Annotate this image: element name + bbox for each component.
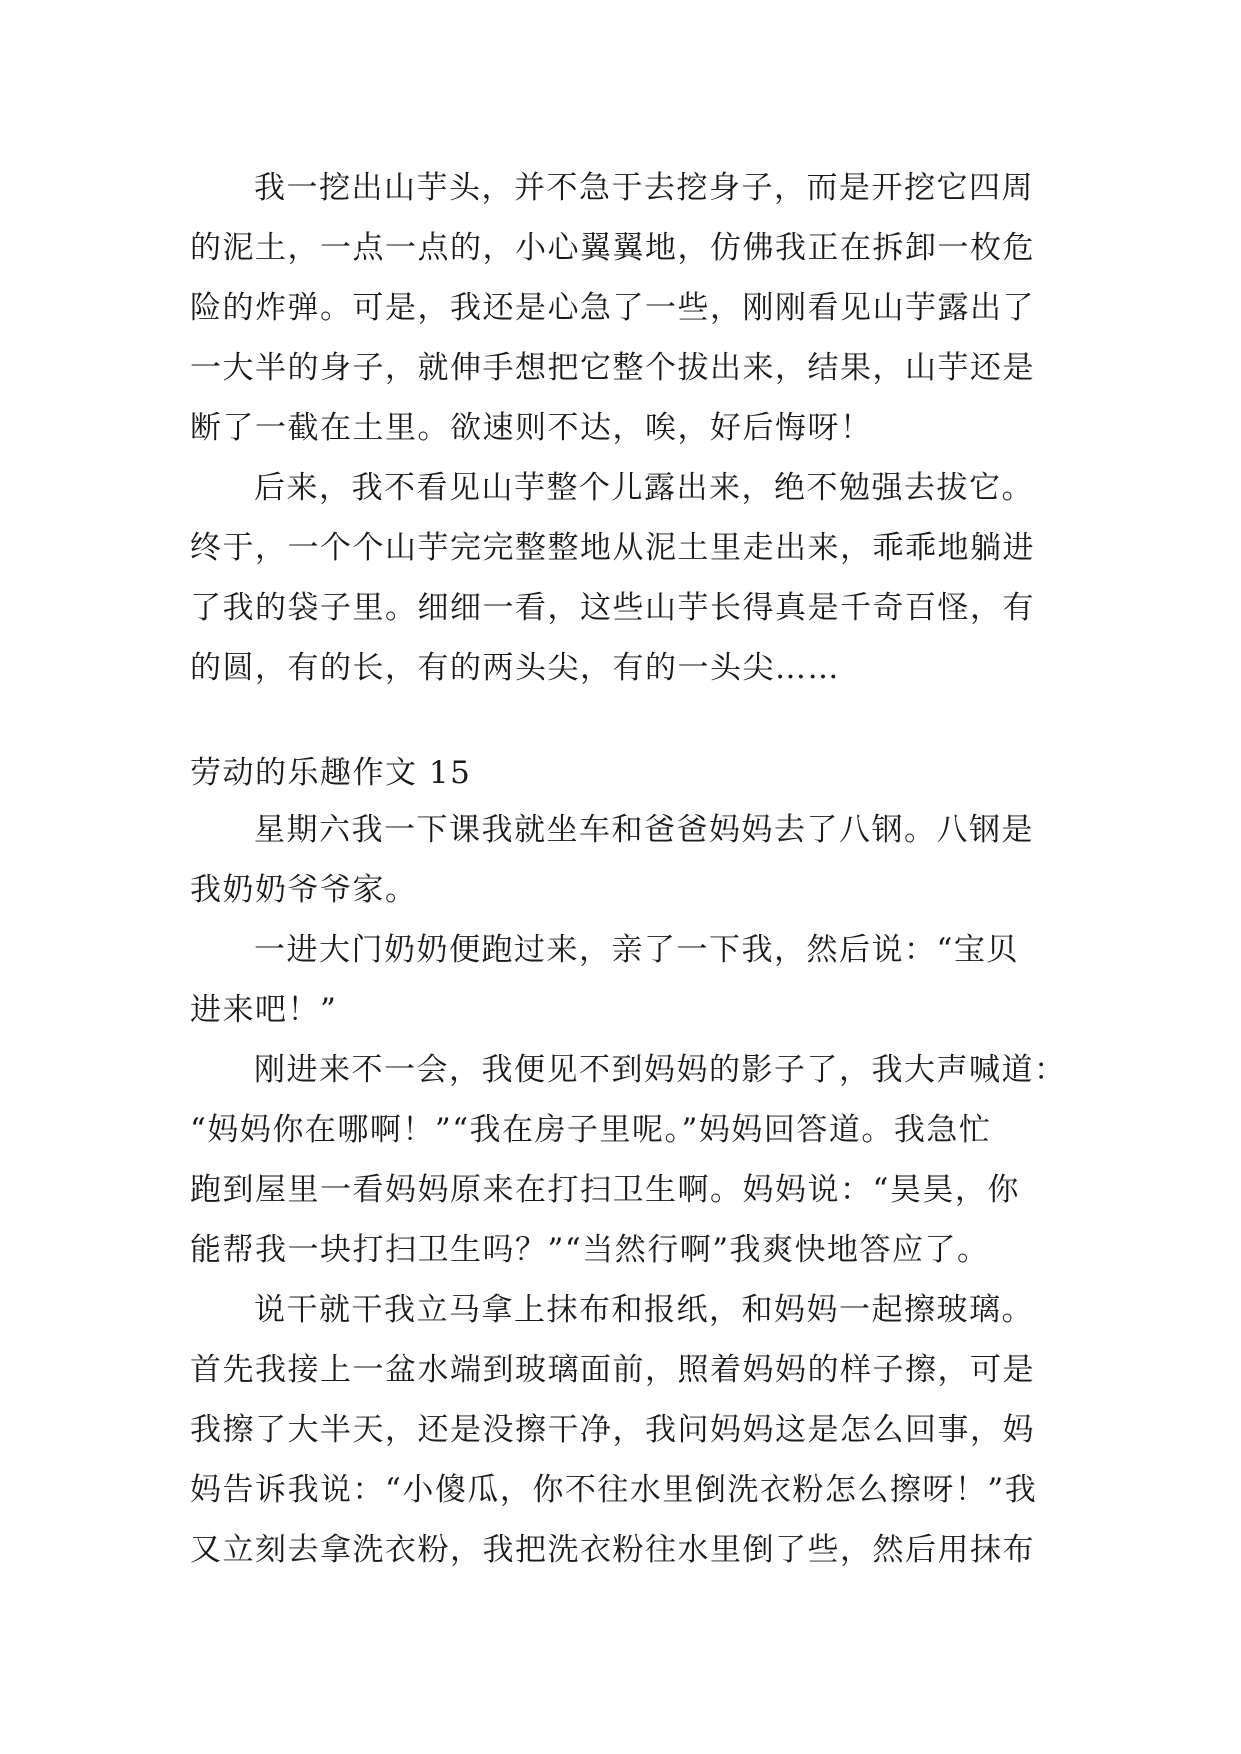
paragraph-line: 跑到屋里一看妈妈原来在打扫卫生啊。妈妈说：“昊昊，你 (190, 1172, 1020, 1208)
paragraph-line: 了我的袋子里。细细一看，这些山芋长得真是千奇百怪，有 (190, 590, 1035, 626)
paragraph-line: 进来吧！” (190, 992, 338, 1028)
paragraph-line: 的泥土，一点一点的，小心翼翼地，仿佛我正在拆卸一枚危 (190, 230, 1035, 266)
paragraph-line: 星期六我一下课我就坐车和爸爸妈妈去了八钢。八钢是 (254, 812, 1034, 848)
paragraph-line: 断了一截在土里。欲速则不达，唉，好后悔呀！ (190, 410, 873, 446)
paragraph-line: “妈妈你在哪啊！”“我在房子里呢。”妈妈回答道。我急忙 (190, 1112, 992, 1148)
paragraph-line: 能帮我一块打扫卫生吗？”“当然行啊”我爽快地答应了。 (190, 1232, 990, 1268)
paragraph-line: 我擦了大半天，还是没擦干净，我问妈妈这是怎么回事，妈 (190, 1412, 1035, 1448)
paragraph-line: 后来，我不看见山芋整个儿露出来，绝不勉强去拔它。 (254, 470, 1034, 506)
paragraph-line: 首先我接上一盆水端到玻璃面前，照着妈妈的样子擦，可是 (190, 1352, 1035, 1388)
paragraph-line: 又立刻去拿洗衣粉，我把洗衣粉往水里倒了些，然后用抹布 (190, 1532, 1035, 1568)
paragraph-line: 的圆，有的长，有的两头尖，有的一头尖…… (190, 650, 840, 686)
paragraph-line: 我奶奶爷爷家。 (190, 872, 418, 908)
paragraph-line: 妈告诉我说：“小傻瓜，你不往水里倒洗衣粉怎么擦呀！”我 (190, 1472, 1038, 1508)
paragraph-line: 险的炸弹。可是，我还是心急了一些，刚刚看见山芋露出了 (190, 290, 1035, 326)
paragraph-line: 一大半的身子，就伸手想把它整个拔出来，结果，山芋还是 (190, 350, 1035, 386)
paragraph-line: 刚进来不一会，我便见不到妈妈的影子了，我大声喊道： (254, 1052, 1067, 1088)
paragraph-line: 说干就干我立马拿上抹布和报纸，和妈妈一起擦玻璃。 (254, 1292, 1034, 1328)
paragraph-line: 一进大门奶奶便跑过来，亲了一下我，然后说：“宝贝 (254, 932, 1019, 968)
paragraph-line: 终于，一个个山芋完完整整地从泥土里走出来，乖乖地躺进 (190, 530, 1035, 566)
section-title: 劳动的乐趣作文 15 (190, 755, 472, 791)
paragraph-line: 我一挖出山芋头，并不急于去挖身子，而是开挖它四周 (254, 170, 1034, 206)
